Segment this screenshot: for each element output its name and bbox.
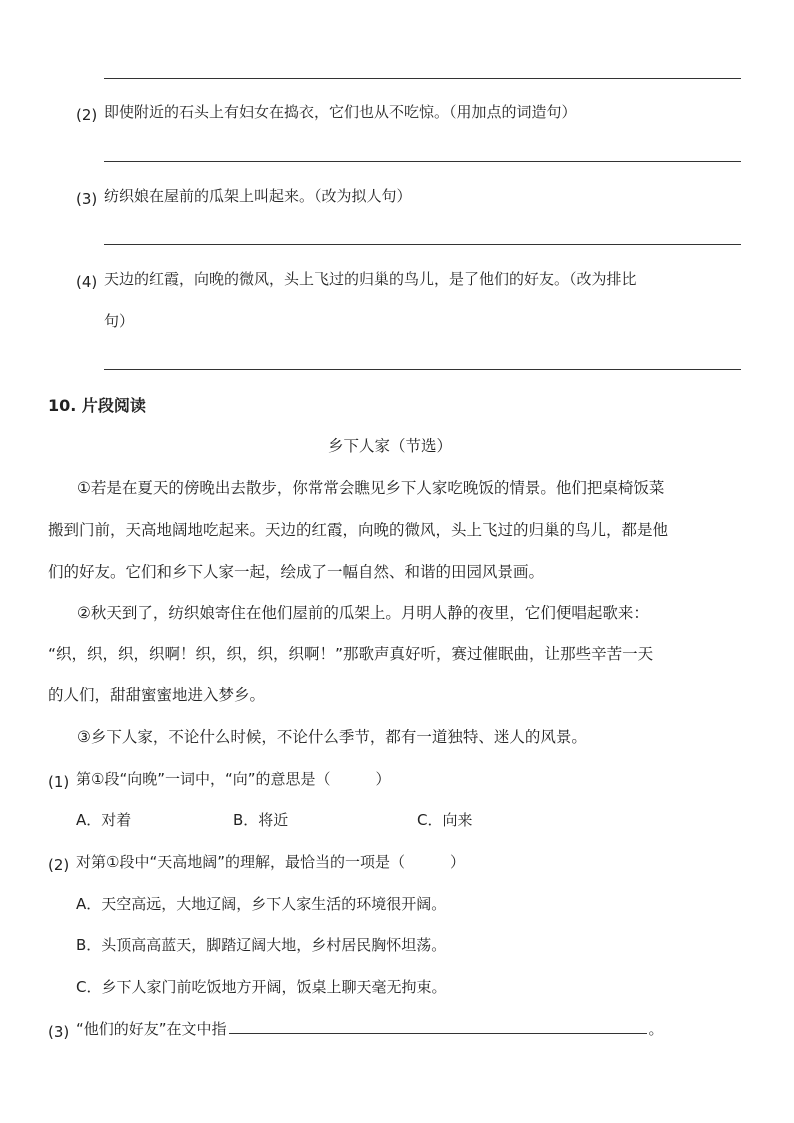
- question-text: 第①段“向晚”一词中，“向”的意思是（ ）: [76, 770, 391, 788]
- passage-line: ③乡下人家，不论什么时候，不论什么季节，都有一道独特、迷人的风景。: [77, 728, 587, 746]
- item-number: (4): [76, 273, 98, 291]
- item-number: (3): [76, 190, 98, 208]
- answer-line-1[interactable]: [104, 78, 741, 79]
- item-text: 即使附近的石头上有妇女在捣衣，它们也从不吃惊。（用加点的词造句）: [104, 103, 577, 121]
- passage-line: ②秋天到了，纺织娘寄住在他们屋前的瓜架上。月明人静的夜里，它们便唱起歌来：: [77, 604, 649, 622]
- answer-line-4[interactable]: [104, 369, 741, 370]
- option-a[interactable]: A．天空高远，大地辽阔，乡下人家生活的环境很开阔。: [76, 895, 447, 913]
- answer-line-3[interactable]: [104, 244, 741, 245]
- question-number: (2): [48, 856, 70, 874]
- option-c[interactable]: C．向来: [417, 811, 473, 829]
- question-end-mark: 。: [648, 1020, 664, 1038]
- item-number: (2): [76, 106, 98, 124]
- option-c[interactable]: C．乡下人家门前吃饭地方开阔，饭桌上聊天毫无拘束。: [76, 978, 447, 996]
- option-b[interactable]: B．头顶高高蓝天，脚踏辽阔大地，乡村居民胸怀坦荡。: [76, 936, 447, 954]
- section-heading: 10. 片段阅读: [48, 396, 146, 415]
- question-text: 对第①段中“天高地阔”的理解，最恰当的一项是（ ）: [76, 853, 465, 871]
- question-prompt: “他们的好友”在文中指: [76, 1020, 227, 1038]
- question-number: (1): [48, 773, 70, 791]
- option-b[interactable]: B．将近: [233, 811, 289, 829]
- passage-title: 乡下人家（节选）: [328, 437, 453, 455]
- passage-line: “织，织，织，织啊！织，织，织，织啊！”那歌声真好听，赛过催眠曲，让那些辛苦一天: [48, 645, 654, 663]
- passage-line: 的人们，甜甜蜜蜜地进入梦乡。: [48, 686, 266, 704]
- passage-line: 搬到门前，天高地阔地吃起来。天边的红霞，向晚的微风，头上飞过的归巢的鸟儿，都是他: [48, 521, 669, 539]
- item-text: 天边的红霞，向晚的微风，头上飞过的归巢的鸟儿，是了他们的好友。（改为排比: [104, 270, 637, 288]
- item-text-continued: 句）: [104, 312, 135, 330]
- option-a[interactable]: A．对着: [76, 811, 132, 829]
- question-number: (3): [48, 1023, 70, 1041]
- question-text: [76, 1019, 664, 1039]
- fill-in-blank[interactable]: [229, 1019, 647, 1034]
- passage-line: 们的好友。它们和乡下人家一起，绘成了一幅自然、和谐的田园风景画。: [48, 563, 545, 581]
- item-text: 纺织娘在屋前的瓜架上叫起来。（改为拟人句）: [104, 187, 412, 205]
- answer-line-2[interactable]: [104, 161, 741, 162]
- passage-line: ①若是在夏天的傍晚出去散步，你常常会瞧见乡下人家吃晚饭的情景。他们把桌椅饭菜: [77, 479, 665, 497]
